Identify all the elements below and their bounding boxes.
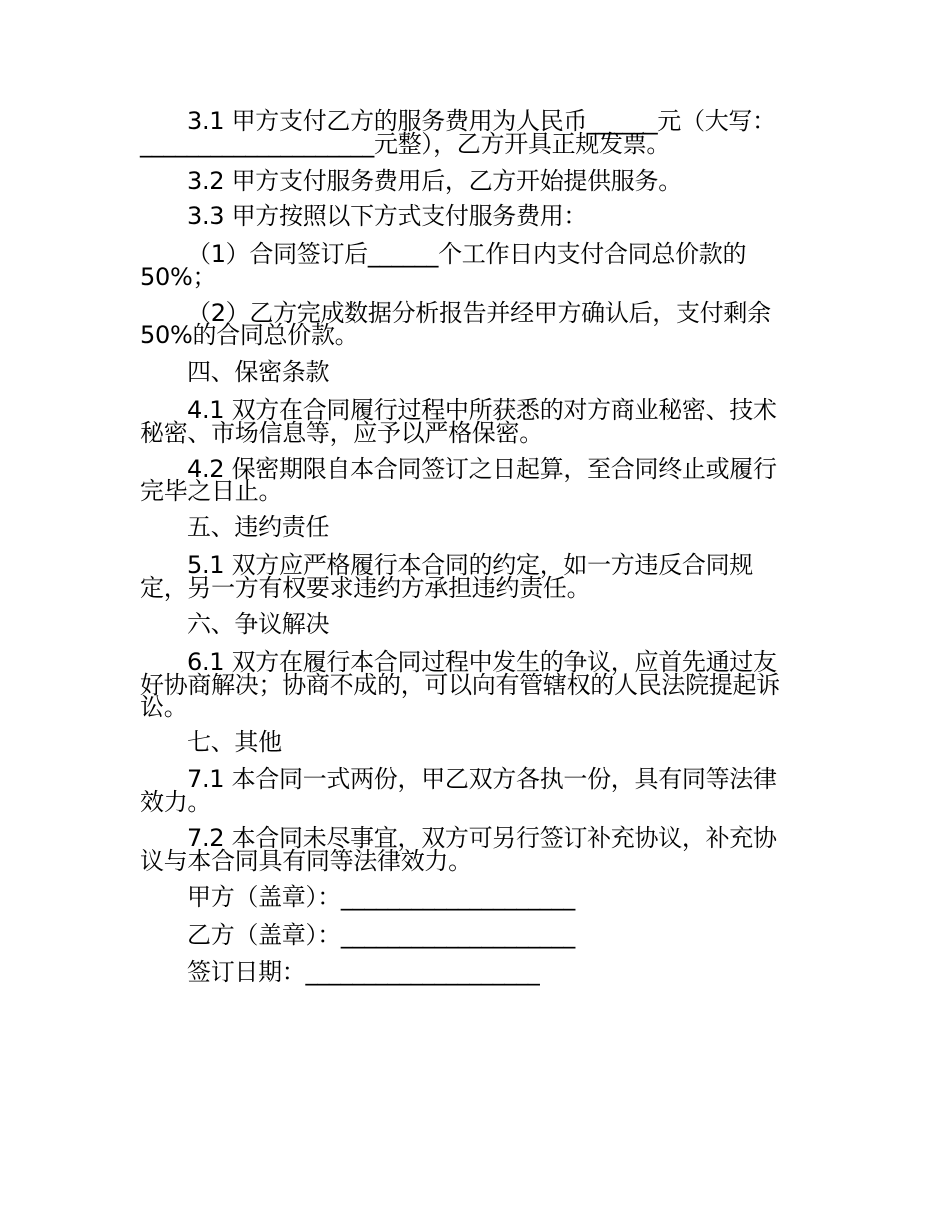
clause-7-1-line-1: 7.1 本合同一式两份，甲乙双方各执一份，具有同等法律 [187,765,777,793]
clause-3-1-line-1: 3.1 甲方支付乙方的服务费用为人民币______元（大写： [187,107,776,135]
clause-7-2-line-1: 7.2 本合同未尽事宜，双方可另行签订补充协议，补充协 [187,824,777,852]
party-b-seal-line: 乙方（盖章）：____________________ [187,921,575,949]
payment-item-2-line-2: 50%的合同总价款。 [140,321,359,349]
clause-4-2-line-2: 完毕之日止。 [140,477,283,505]
clause-4-2-line-1: 4.2 保密期限自本合同签订之日起算，至合同终止或履行 [187,455,777,483]
clause-6-1-line-2: 好协商解决；协商不成的，可以向有管辖权的人民法院提起诉 [140,671,780,699]
clause-3-2: 3.2 甲方支付服务费用后，乙方开始提供服务。 [187,167,682,195]
payment-item-1-line-1: （1）合同签订后______个工作日内支付合同总价款的 [187,240,747,268]
party-a-seal-line: 甲方（盖章）：____________________ [187,883,575,911]
clause-7-2-line-2: 议与本合同具有同等法律效力。 [140,847,472,875]
signing-date-line: 签订日期：____________________ [187,958,540,986]
payment-item-2-line-1: （2）乙方完成数据分析报告并经甲方确认后，支付剩余 [187,299,771,327]
clause-6-1-line-3: 讼。 [140,693,188,721]
clause-6-1-line-1: 6.1 双方在履行本合同过程中发生的争议，应首先通过友 [187,648,777,676]
section-heading-liability: 五、违约责任 [187,513,330,541]
clause-4-1-line-1: 4.1 双方在合同履行过程中所获悉的对方商业秘密、技术 [187,396,777,424]
clause-3-3: 3.3 甲方按照以下方式支付服务费用： [187,202,588,230]
clause-7-1-line-2: 效力。 [140,788,212,816]
clause-4-1-line-2: 秘密、市场信息等，应予以严格保密。 [140,419,543,447]
section-heading-confidentiality: 四、保密条款 [187,358,330,386]
clause-5-1-line-1: 5.1 双方应严格履行本合同的约定，如一方违反合同规 [187,551,753,579]
clause-5-1-line-2: 定，另一方有权要求违约方承担违约责任。 [140,574,591,602]
section-heading-other: 七、其他 [187,728,282,756]
payment-item-1-line-2: 50%； [140,263,217,291]
clause-3-1-line-2: ____________________元整），乙方开具正规发票。 [140,130,671,158]
section-heading-disputes: 六、争议解决 [187,610,330,638]
